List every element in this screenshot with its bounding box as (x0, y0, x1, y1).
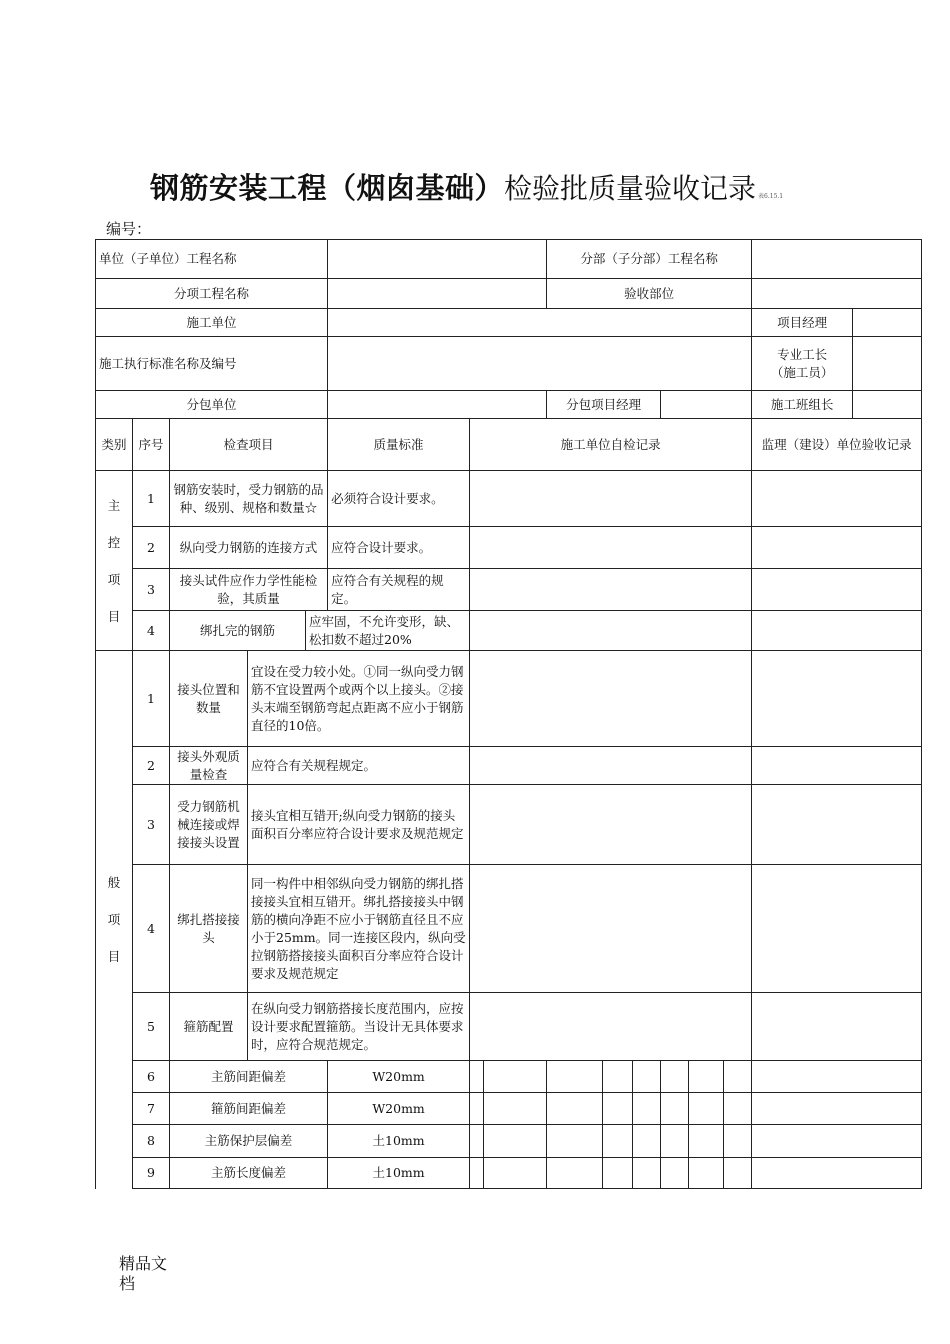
self-check-cell[interactable] (470, 993, 752, 1061)
check-item: 绑扎搭接接头 (170, 865, 248, 993)
row-no: 4 (133, 611, 170, 651)
measure-cell[interactable] (603, 1061, 633, 1093)
row-no: 3 (133, 785, 170, 865)
title-normal-part: 检验批质量验收记录 (504, 172, 757, 205)
col-supervision: 监理（建设）单位验收记录 (752, 419, 922, 471)
team-leader-label: 施工班组长 (752, 391, 853, 419)
measure-cell[interactable] (547, 1061, 603, 1093)
row-no: 9 (133, 1158, 170, 1189)
row-no: 7 (133, 1093, 170, 1125)
document-title (150, 166, 783, 207)
table-row (96, 747, 922, 785)
measure-cell[interactable] (633, 1158, 661, 1189)
quality-standard: 应符合有关规程的规定。 (328, 569, 470, 611)
subcontractor-value[interactable] (328, 391, 547, 419)
measure-cell[interactable] (689, 1158, 724, 1189)
form-code: 表6.15.1 (758, 193, 784, 200)
table-row (96, 993, 922, 1061)
table-row (96, 651, 922, 747)
supervision-cell[interactable] (752, 1093, 922, 1125)
measure-cell[interactable] (484, 1158, 547, 1189)
division-project-label: 分部（子分部）工程名称 (547, 240, 752, 279)
measure-cell[interactable] (484, 1125, 547, 1158)
measure-cell[interactable] (470, 1061, 484, 1093)
measure-cell[interactable] (633, 1125, 661, 1158)
standard-label: 施工执行标准名称及编号 (96, 337, 328, 391)
division-project-value[interactable] (752, 240, 922, 279)
measure-cell[interactable] (603, 1158, 633, 1189)
col-seq: 序号 (133, 419, 170, 471)
supervision-cell[interactable] (752, 527, 922, 569)
row-no: 4 (133, 865, 170, 993)
row-no: 8 (133, 1125, 170, 1158)
inspection-part-value[interactable] (752, 279, 922, 309)
table-row (96, 1061, 922, 1093)
footer-watermark-text: 精品文档 (119, 1254, 168, 1293)
supervision-cell[interactable] (752, 1158, 922, 1189)
construction-unit-label: 施工单位 (96, 309, 328, 337)
check-item: 接头外观质量检查 (170, 747, 248, 785)
check-item: 主筋间距偏差 (170, 1061, 328, 1093)
standard-value[interactable] (328, 337, 752, 391)
self-check-cell[interactable] (470, 747, 752, 785)
measure-cell[interactable] (547, 1125, 603, 1158)
project-manager-value[interactable] (853, 309, 922, 337)
supervision-cell[interactable] (752, 865, 922, 993)
quality-standard: 同一构件中相邻纵向受力钢筋的绑扎搭接接头宜相互错开。绑扎搭接接头中钢筋的横向净距不应小于钢筋直径且不应小于25mm。同一连接区段内，纵向受拉钢筋搭接接头面积百分率应符合设计要求及规范规定 (248, 865, 470, 993)
measure-cell[interactable] (470, 1125, 484, 1158)
measure-cell[interactable] (661, 1093, 689, 1125)
inspection-part-label: 验收部位 (547, 279, 752, 309)
quality-standard: 应符合有关规程规定。 (248, 747, 470, 785)
measure-cell[interactable] (484, 1061, 547, 1093)
check-item: 钢筋安装时，受力钢筋的品种、级别、规格和数量☆ (170, 471, 328, 527)
check-item: 受力钢筋机械连接或焊接接头设置 (170, 785, 248, 865)
row-no: 5 (133, 993, 170, 1061)
self-check-cell[interactable] (470, 651, 752, 747)
check-item: 主筋长度偏差 (170, 1158, 328, 1189)
construction-unit-value[interactable] (328, 309, 752, 337)
table-row (96, 569, 922, 611)
self-check-cell[interactable] (470, 527, 752, 569)
subitem-project-value[interactable] (328, 279, 547, 309)
row-no: 2 (133, 527, 170, 569)
supervision-cell[interactable] (752, 1125, 922, 1158)
measure-cell[interactable] (470, 1093, 484, 1125)
tolerance-value: 土10mm (328, 1125, 470, 1158)
measure-cell[interactable] (689, 1125, 724, 1158)
table-row (96, 527, 922, 569)
measure-cell[interactable] (547, 1158, 603, 1189)
measure-cell[interactable] (724, 1061, 752, 1093)
self-check-cell[interactable] (470, 471, 752, 527)
measure-cell[interactable] (724, 1125, 752, 1158)
tolerance-value: W20mm (328, 1093, 470, 1125)
supervision-cell[interactable] (752, 651, 922, 747)
table-row (96, 865, 922, 993)
subcontractor-label: 分包单位 (96, 391, 328, 419)
row-no: 1 (133, 471, 170, 527)
quality-standard: 接头宜相互错开;纵向受力钢筋的接头面积百分率应符合设计要求及规范规定 (248, 785, 470, 865)
row-no: 3 (133, 569, 170, 611)
check-item: 主筋保护层偏差 (170, 1125, 328, 1158)
supervision-cell[interactable] (752, 1061, 922, 1093)
supervision-cell[interactable] (752, 471, 922, 527)
document-number-label: 编号： (106, 220, 152, 238)
col-item: 检查项目 (170, 419, 328, 471)
quality-standard: 宜设在受力较小处。①同一纵向受力钢筋不宜设置两个或两个以上接头。②接头末端至钢筋弯起点距离不应小于钢筋直径的10倍。 (248, 651, 470, 747)
row-no: 1 (133, 651, 170, 747)
quality-standard: 在纵向受力钢筋搭接长度范围内，应按设计要求配置箍筋。当设计无具体要求时，应符合规范规定。 (248, 993, 470, 1061)
measure-cell[interactable] (633, 1061, 661, 1093)
measure-cell[interactable] (603, 1125, 633, 1158)
measure-cell[interactable] (724, 1158, 752, 1189)
check-item: 箍筋配置 (170, 993, 248, 1061)
table-row (96, 611, 922, 651)
foreman-label (752, 337, 853, 391)
subitem-project-label: 分项工程名称 (96, 279, 328, 309)
quality-standard: 必须符合设计要求。 (328, 471, 470, 527)
foreman-value[interactable] (853, 337, 922, 391)
col-self-check: 施工单位自检记录 (470, 419, 752, 471)
tolerance-value: 土10mm (328, 1158, 470, 1189)
measure-cell[interactable] (484, 1093, 547, 1125)
check-item: 纵向受力钢筋的连接方式 (170, 527, 328, 569)
general-category-label: 般项目 (96, 651, 133, 1189)
measure-cell[interactable] (661, 1061, 689, 1093)
measure-cell[interactable] (470, 1158, 484, 1189)
measure-cell[interactable] (661, 1158, 689, 1189)
main-category-label: 主控项目 (96, 471, 133, 651)
table-row (96, 1125, 922, 1158)
supervision-cell[interactable] (752, 993, 922, 1061)
check-item: 接头位置和数量 (170, 651, 248, 747)
quality-standard: 应牢固，不允许变形，缺、松扣数不超过20% (306, 611, 470, 651)
check-item: 接头试件应作力学性能检验，其质量 (170, 569, 328, 611)
measure-cell[interactable] (689, 1061, 724, 1093)
col-category: 类别 (96, 419, 133, 471)
measure-cell[interactable] (547, 1093, 603, 1125)
measure-cell[interactable] (724, 1093, 752, 1125)
tolerance-value: W20mm (328, 1061, 470, 1093)
project-manager-label: 项目经理 (752, 309, 853, 337)
check-item: 箍筋间距偏差 (170, 1093, 328, 1125)
col-standard: 质量标准 (328, 419, 470, 471)
inspection-record-table (95, 239, 922, 1189)
row-no: 6 (133, 1061, 170, 1093)
self-check-cell[interactable] (470, 611, 752, 651)
check-item: 绑扎完的钢筋 (170, 611, 306, 651)
title-bold-part: 钢筋安装工程（烟囱基础） (150, 171, 505, 205)
measure-cell[interactable] (661, 1125, 689, 1158)
row-no: 2 (133, 747, 170, 785)
measure-cell[interactable] (689, 1093, 724, 1125)
supervision-cell[interactable] (752, 611, 922, 651)
foreman-label-line2: （施工员） (770, 364, 834, 380)
supervision-cell[interactable] (752, 785, 922, 865)
measure-cell[interactable] (633, 1093, 661, 1125)
quality-standard: 应符合设计要求。 (328, 527, 470, 569)
sub-manager-value[interactable] (661, 391, 752, 419)
measure-cell[interactable] (603, 1093, 633, 1125)
self-check-cell[interactable] (470, 569, 752, 611)
unit-project-value[interactable] (328, 240, 547, 279)
sub-manager-label: 分包项目经理 (547, 391, 661, 419)
table-row (96, 1093, 922, 1125)
self-check-cell[interactable] (470, 785, 752, 865)
table-row (96, 785, 922, 865)
foreman-label-line1: 专业工长 (777, 346, 828, 362)
supervision-cell[interactable] (752, 747, 922, 785)
unit-project-label: 单位（子单位）工程名称 (96, 240, 328, 279)
self-check-cell[interactable] (470, 865, 752, 993)
supervision-cell[interactable] (752, 569, 922, 611)
table-row (96, 1158, 922, 1189)
table-row (96, 471, 922, 527)
team-leader-value[interactable] (853, 391, 922, 419)
